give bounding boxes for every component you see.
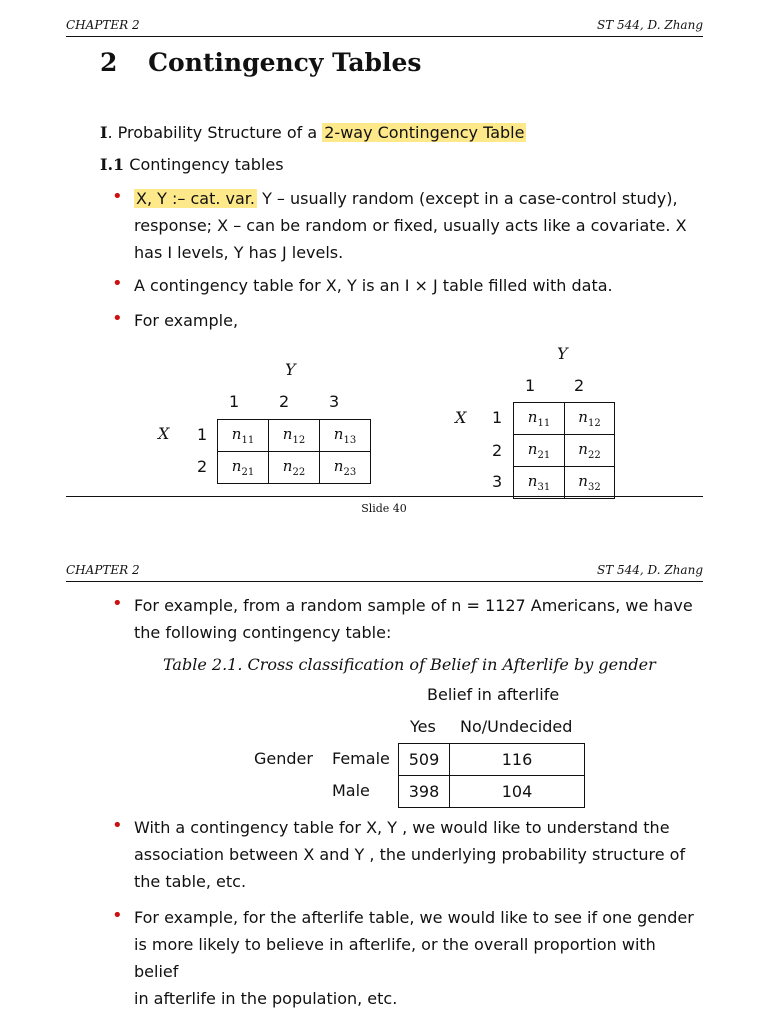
table-b-grid xyxy=(513,402,615,499)
slide-number: Slide 40 xyxy=(361,502,407,515)
bullet-association xyxy=(134,814,704,895)
bullet-table-definition: A contingency table for X, Y is an I × J table filled with data. xyxy=(134,276,613,295)
header-rule xyxy=(66,581,703,582)
bullet1-line1: Y – usually random (except in a case-control study), xyxy=(256,189,678,208)
table-b-col-level: 1 xyxy=(525,376,536,395)
table-a-row-var: X xyxy=(158,424,170,443)
col-header-belief: Belief in afterlife xyxy=(427,685,560,704)
table-b-cell: $n_{21}$ xyxy=(514,435,565,467)
table-b-cell: $n_{31}$ xyxy=(514,467,565,499)
table-cell: 104 xyxy=(450,776,585,808)
table-a-row-level: 2 xyxy=(197,457,208,476)
example-line: For example, for the afterlife table, we would like to see if one gender xyxy=(134,908,694,927)
col-level-yes: Yes xyxy=(410,717,436,736)
assoc-line: association between X and Y , the underlying probability structure of xyxy=(134,845,686,864)
table-a-col-level: 2 xyxy=(279,392,290,411)
slide-bottom-rule xyxy=(66,496,703,497)
bullet-dot: • xyxy=(112,593,123,614)
table-b-row-level: 2 xyxy=(492,441,503,460)
sample-line2: the following contingency table: xyxy=(134,623,392,642)
sample-line1: For example, from a random sample of n = 1127 Americans, we have xyxy=(134,596,693,615)
table-a-cell: $n_{11}$ xyxy=(218,420,269,452)
table-cell: 509 xyxy=(399,744,450,776)
table-a-cell: $n_{23}$ xyxy=(320,452,371,484)
table-a-cell: $n_{22}$ xyxy=(269,452,320,484)
course-label: ST 544, D. Zhang xyxy=(596,18,703,32)
bullet-dot: • xyxy=(112,308,123,329)
table-cell: 398 xyxy=(399,776,450,808)
bullet-dot: • xyxy=(112,186,123,207)
highlight-cat-var: X, Y :– cat. var. xyxy=(136,189,255,208)
header-rule xyxy=(66,36,703,37)
course-label: ST 544, D. Zhang xyxy=(596,563,703,577)
table-b-row-level: 1 xyxy=(492,408,503,427)
table-b-row-level: 3 xyxy=(492,472,503,491)
assoc-line: the table, etc. xyxy=(134,872,247,891)
table-a-cell: $n_{21}$ xyxy=(218,452,269,484)
col-level-no-undecided: No/Undecided xyxy=(460,717,573,736)
table-b-col-var: Y xyxy=(557,344,568,363)
table-cell: 116 xyxy=(450,744,585,776)
table-a-cell: $n_{13}$ xyxy=(320,420,371,452)
section-title-text: Contingency Tables xyxy=(148,48,422,77)
table-b-cell: $n_{32}$ xyxy=(565,467,615,499)
section-number: 2 xyxy=(100,48,118,77)
afterlife-table xyxy=(398,743,585,808)
subheading-num: I.1 xyxy=(100,155,125,174)
bullet-categorical-vars xyxy=(134,185,694,266)
bullet-dot: • xyxy=(112,273,123,294)
heading-text: . Probability Structure of a xyxy=(107,123,323,142)
table-a-cell: $n_{12}$ xyxy=(269,420,320,452)
example-line: is more likely to believe in afterlife, or the overall proportion with belief xyxy=(134,935,656,981)
subheading-contingency-tables xyxy=(100,151,284,178)
bullet-dot: • xyxy=(112,815,123,836)
bullet-for-example: For example, xyxy=(134,311,239,330)
table-b-col-level: 2 xyxy=(574,376,585,395)
table-a-row-level: 1 xyxy=(197,425,208,444)
subheading-text: Contingency tables xyxy=(124,155,284,174)
table-caption: Table 2.1. Cross classification of Belief in Afterlife by gender xyxy=(163,655,656,674)
row-level-male: Male xyxy=(332,781,370,800)
table-a-col-var: Y xyxy=(285,360,296,379)
table-a-col-level: 3 xyxy=(329,392,340,411)
section-title xyxy=(100,48,421,77)
highlight-2way: 2-way Contingency Table xyxy=(324,123,525,142)
bullet-afterlife-example xyxy=(134,904,704,1012)
chapter-label: CHAPTER 2 xyxy=(66,18,140,32)
example-line: in afterlife in the population, etc. xyxy=(134,989,398,1008)
table-b-cell: $n_{22}$ xyxy=(565,435,615,467)
row-var-gender: Gender xyxy=(254,749,313,768)
row-level-female: Female xyxy=(332,749,390,768)
bullet-dot: • xyxy=(112,905,123,926)
table-b-row-var: X xyxy=(455,408,467,427)
bullet1-line2: response; X – can be random or fixed, usually acts like a covariate. X xyxy=(134,216,687,235)
table-a-grid xyxy=(217,419,371,484)
table-b-cell: $n_{12}$ xyxy=(565,403,615,435)
heading-probability-structure xyxy=(100,119,526,146)
bullet1-line3: has I levels, Y has J levels. xyxy=(134,243,344,262)
bullet-random-sample xyxy=(134,592,704,646)
assoc-line: With a contingency table for X, Y , we would like to understand the xyxy=(134,818,670,837)
table-a-col-level: 1 xyxy=(229,392,240,411)
chapter-label: CHAPTER 2 xyxy=(66,563,140,577)
table-b-cell: $n_{11}$ xyxy=(514,403,565,435)
heading-num: I xyxy=(100,123,108,142)
